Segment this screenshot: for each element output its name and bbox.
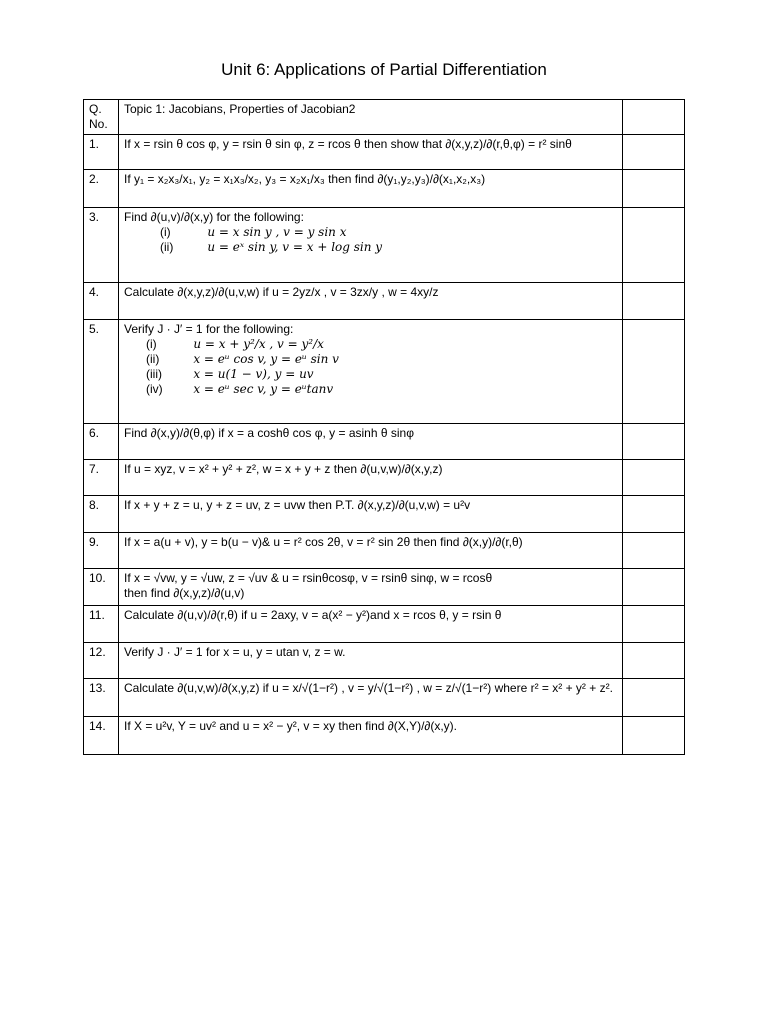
question-number: 14. — [84, 717, 119, 755]
question-cell — [119, 208, 623, 283]
question-number: 12. — [84, 643, 119, 679]
blank-cell — [623, 320, 685, 424]
table-row — [84, 643, 685, 679]
question-number: 5. — [84, 320, 119, 424]
question-text: Verify J · J′ = 1 for the following: — [124, 322, 294, 336]
blank-cell — [623, 135, 685, 170]
blank-cell — [623, 569, 685, 606]
sub-label: (i) — [160, 225, 171, 239]
table-row — [84, 424, 685, 460]
blank-cell — [623, 496, 685, 533]
question-number: 6. — [84, 424, 119, 460]
table-row — [84, 679, 685, 717]
blank-cell — [623, 460, 685, 496]
sub-label: (iii) — [146, 367, 162, 381]
questions-table — [83, 99, 685, 755]
sub-expression: u = x sin y , v = y sin x — [207, 225, 347, 239]
blank-cell — [623, 424, 685, 460]
sub-question — [146, 382, 617, 397]
sub-question — [146, 352, 617, 367]
question-number: 4. — [84, 283, 119, 320]
question-text: If X = u²v, Y = uv² and u = x² − y², v = xy then find ∂(X,Y)/∂(x,y). — [119, 717, 623, 755]
table-row — [84, 717, 685, 755]
question-number: 13. — [84, 679, 119, 717]
sub-label: (ii) — [146, 352, 160, 366]
question-number: 8. — [84, 496, 119, 533]
blank-cell — [623, 606, 685, 643]
table-row — [84, 460, 685, 496]
question-text-continued: then find ∂(x,y,z)/∂(u,v) — [124, 586, 245, 600]
sub-expression: u = eˣ sin y, v = x + log sin y — [207, 240, 383, 254]
sub-expression: u = x + y²/x , v = y²/x — [193, 337, 324, 351]
sub-label: (i) — [146, 337, 157, 351]
question-text: Find ∂(u,v)/∂(x,y) for the following: — [124, 210, 304, 224]
qno-header: Q. No. — [84, 100, 119, 135]
blank-cell — [623, 208, 685, 283]
blank-cell — [623, 533, 685, 569]
table-row — [84, 496, 685, 533]
question-number: 7. — [84, 460, 119, 496]
blank-cell — [623, 283, 685, 320]
sub-question — [160, 225, 617, 240]
sub-expression: x = eᵘ sec v, y = eᵘtanv — [193, 382, 334, 396]
sub-question — [160, 240, 617, 255]
sub-question — [146, 367, 617, 382]
table-row — [84, 320, 685, 424]
blank-cell — [623, 100, 685, 135]
table-row — [84, 135, 685, 170]
question-number: 1. — [84, 135, 119, 170]
question-text: Verify J · J′ = 1 for x = u, y = utan v, z = w. — [119, 643, 623, 679]
blank-cell — [623, 170, 685, 208]
question-text: If x = a(u + v), y = b(u − v)& u = r² cos 2θ, v = r² sin 2θ then find ∂(x,y)/∂(r,θ) — [119, 533, 623, 569]
table-row — [84, 208, 685, 283]
blank-cell — [623, 717, 685, 755]
question-text: If x + y + z = u, y + z = uv, z = uvw then P.T. ∂(x,y,z)/∂(u,v,w) = u²v — [119, 496, 623, 533]
question-text: Calculate ∂(u,v)/∂(r,θ) if u = 2axy, v = a(x² − y²)and x = rcos θ, y = rsin θ — [119, 606, 623, 643]
question-number: 3. — [84, 208, 119, 283]
blank-cell — [623, 679, 685, 717]
question-cell — [119, 569, 623, 606]
table-row — [84, 606, 685, 643]
sub-expression: x = u(1 − v), y = uv — [193, 367, 314, 381]
topic-heading: Topic 1: Jacobians, Properties of Jacobian2 — [119, 100, 623, 135]
question-text: If u = xyz, v = x² + y² + z², w = x + y + z then ∂(u,v,w)/∂(x,y,z) — [119, 460, 623, 496]
question-text: If x = √vw, y = √uw, z = √uv & u = rsinθcosφ, v = rsinθ sinφ, w = rcosθ — [124, 571, 493, 585]
question-number: 9. — [84, 533, 119, 569]
question-text: Calculate ∂(u,v,w)/∂(x,y,z) if u = x/√(1−r²) , v = y/√(1−r²) , w = z/√(1−r²) where r² = x² + y² + z². — [119, 679, 623, 717]
question-text: If x = rsin θ cos φ, y = rsin θ sin φ, z = rcos θ then show that ∂(x,y,z)/∂(r,θ,φ) = r² sinθ — [119, 135, 623, 170]
question-text: Calculate ∂(x,y,z)/∂(u,v,w) if u = 2yz/x , v = 3zx/y , w = 4xy/z — [119, 283, 623, 320]
sub-question — [146, 337, 617, 352]
sub-label: (ii) — [160, 240, 174, 254]
table-row — [84, 533, 685, 569]
question-number: 2. — [84, 170, 119, 208]
question-text: If y₁ = x₂x₃/x₁, y₂ = x₁x₃/x₂, y₃ = x₂x₁/x₃ then find ∂(y₁,y₂,y₃)/∂(x₁,x₂,x₃) — [119, 170, 623, 208]
question-cell — [119, 320, 623, 424]
table-header-row — [84, 100, 685, 135]
blank-cell — [623, 643, 685, 679]
question-text: Find ∂(x,y)/∂(θ,φ) if x = a coshθ cos φ, y = asinh θ sinφ — [119, 424, 623, 460]
sub-label: (iv) — [146, 382, 163, 396]
table-row — [84, 283, 685, 320]
question-number: 11. — [84, 606, 119, 643]
sub-expression: x = eᵘ cos v, y = eᵘ sin v — [193, 352, 339, 366]
table-row — [84, 569, 685, 606]
table-row — [84, 170, 685, 208]
document-title: Unit 6: Applications of Partial Differentiation — [221, 60, 547, 79]
question-number: 10. — [84, 569, 119, 606]
